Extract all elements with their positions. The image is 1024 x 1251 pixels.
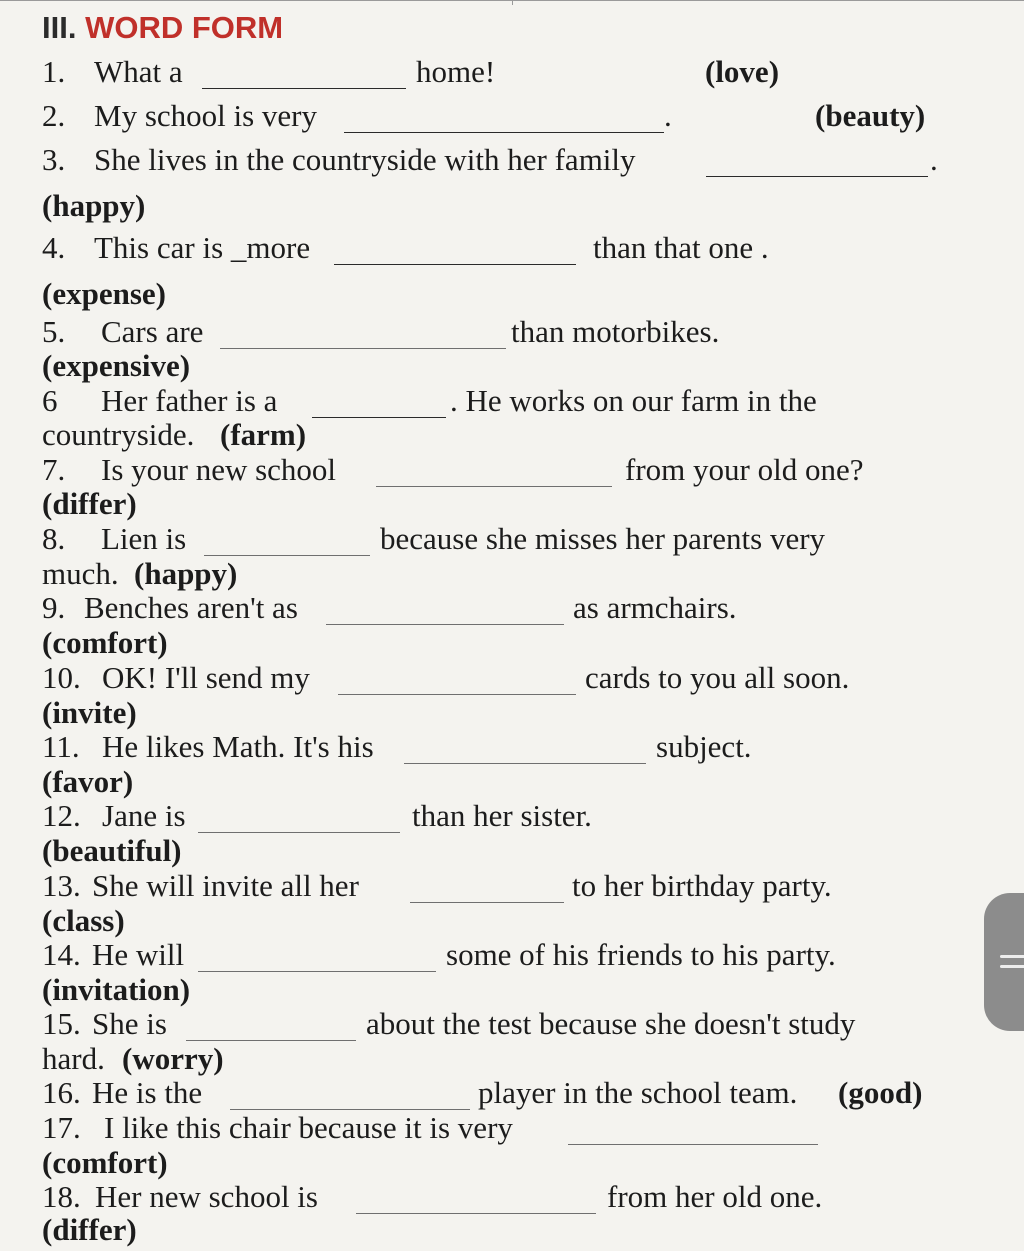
item-7-hint: (differ) [42,486,137,521]
item-14-suffix: some of his friends to his party. [446,937,836,972]
item-2-prompt: My school is very [94,98,318,133]
section-title [42,8,283,48]
item-5-blank[interactable] [220,348,506,349]
item-10-hint: (invite) [42,695,137,730]
item-4-number: 4. [42,230,66,265]
item-15-number: 15. [42,1006,81,1041]
item-15-continuation: hard. [42,1041,105,1076]
section-heading: WORD FORM [85,10,284,45]
item-11-hint: (favor) [42,764,134,799]
item-8-number: 8. [42,521,66,556]
item-8-prompt: Lien is [101,521,187,556]
item-1-number: 1. [42,54,66,89]
item-6-prompt: Her father is a [101,383,278,418]
item-6-suffix: . He works on our farm in the [450,383,817,418]
item-1-prompt: What a [94,54,183,89]
item-3-number: 3. [42,142,66,177]
item-9-suffix: as armchairs. [573,590,737,625]
item-13-suffix: to her birthday party. [572,868,832,903]
item-17-hint: (comfort) [42,1145,168,1180]
item-17-blank[interactable] [568,1144,818,1145]
item-2-number: 2. [42,98,66,133]
item-12-blank[interactable] [198,832,400,833]
item-18-blank[interactable] [356,1213,596,1214]
item-8-suffix: because she misses her parents very [380,521,826,556]
item-4-hint: (expense) [42,276,166,311]
item-1-suffix: home! [416,54,496,89]
item-5-suffix: than motorbikes. [511,314,720,349]
item-4-blank[interactable] [334,264,576,265]
item-3-suffix: . [930,142,938,177]
item-14-number: 14. [42,937,81,972]
item-4-prompt: This car is _more [94,230,311,265]
item-14-prompt: He will [92,937,185,972]
item-6-blank[interactable] [312,417,446,418]
item-7-number: 7. [42,452,66,487]
item-7-suffix: from your old one? [625,452,864,487]
item-9-hint: (comfort) [42,625,168,660]
item-16-prompt: He is the [92,1075,203,1110]
item-18-number: 18. [42,1179,81,1214]
item-6-hint: (farm) [220,417,307,452]
item-6-continuation: countryside. [42,417,195,452]
item-18-suffix: from her old one. [607,1179,823,1214]
item-3-hint: (happy) [42,188,146,223]
item-3-blank[interactable] [706,176,928,177]
item-16-number: 16. [42,1075,81,1110]
item-8-continuation: much. [42,556,119,591]
item-4-suffix: than that one . [593,230,769,265]
item-8-hint: (happy) [134,556,238,591]
item-12-suffix: than her sister. [412,798,592,833]
item-2-blank[interactable] [344,132,664,133]
side-scroll-tab[interactable] [984,893,1024,1031]
item-5-number: 5. [42,314,66,349]
item-7-prompt: Is your new school [101,452,337,487]
item-16-suffix: player in the school team. [478,1075,798,1110]
section-number: III. [42,10,77,45]
item-2-suffix: . [664,98,672,133]
item-9-prompt: Benches aren't as [84,590,298,625]
item-11-number: 11. [42,729,80,764]
item-13-blank[interactable] [410,902,564,903]
top-rule [0,0,1024,5]
item-13-hint: (class) [42,903,125,938]
item-11-prompt: He likes Math. It's his [102,729,374,764]
item-1-blank[interactable] [202,88,406,89]
item-11-blank[interactable] [404,763,646,764]
item-10-prompt: OK! I'll send my [102,660,310,695]
item-10-number: 10. [42,660,81,695]
item-17-number: 17. [42,1110,81,1145]
grip-line-icon [1000,965,1024,968]
item-10-blank[interactable] [338,694,576,695]
item-15-suffix: about the test because she doesn't study [366,1006,856,1041]
item-3-prompt: She lives in the countryside with her family [94,142,636,177]
item-9-number: 9. [42,590,66,625]
item-18-prompt: Her new school is [95,1179,318,1214]
item-5-hint: (expensive) [42,348,191,383]
item-12-hint: (beautiful) [42,833,182,868]
item-12-prompt: Jane is [102,798,186,833]
item-7-blank[interactable] [376,486,612,487]
item-10-suffix: cards to you all soon. [585,660,850,695]
item-5-prompt: Cars are [101,314,204,349]
item-14-hint: (invitation) [42,972,191,1007]
item-14-blank[interactable] [198,971,436,972]
item-15-hint: (worry) [122,1041,224,1076]
item-16-hint: (good) [838,1075,923,1110]
item-2-hint: (beauty) [815,98,926,133]
item-13-prompt: She will invite all her [92,868,359,903]
item-11-suffix: subject. [656,729,752,764]
item-13-number: 13. [42,868,81,903]
item-1-hint: (love) [705,54,780,89]
item-15-prompt: She is [92,1006,167,1041]
grip-line-icon [1000,955,1024,958]
item-17-prompt: I like this chair because it is very [104,1110,513,1145]
item-18-hint: (differ) [42,1212,137,1247]
item-9-blank[interactable] [326,624,564,625]
item-6-number: 6 [42,383,58,418]
item-12-number: 12. [42,798,81,833]
